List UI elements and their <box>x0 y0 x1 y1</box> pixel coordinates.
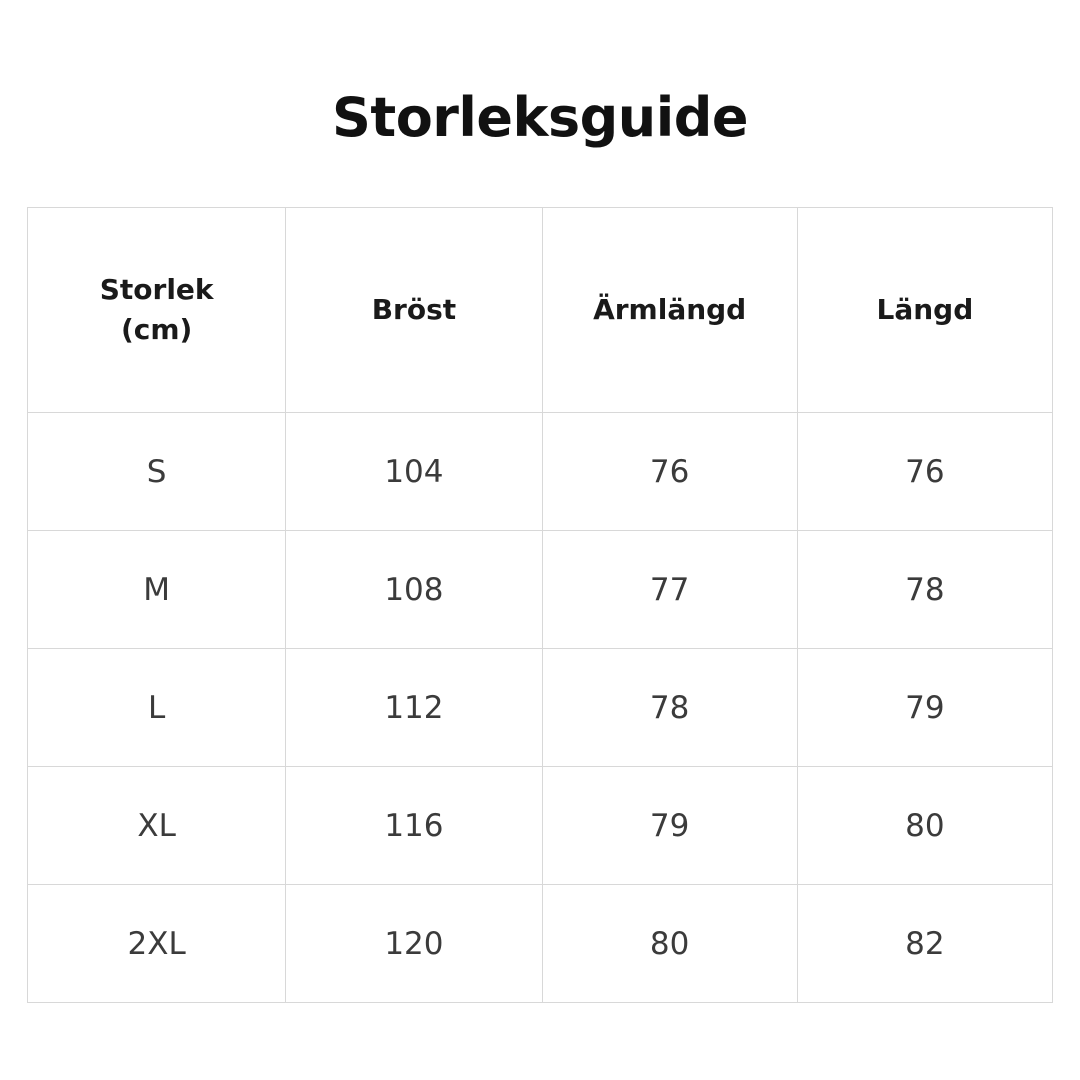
table-header-row <box>28 208 1053 413</box>
cell-size: XL <box>28 767 286 885</box>
cell-size: L <box>28 649 286 767</box>
column-header-size-line1: Storlek <box>99 272 214 306</box>
page-title: Storleksguide <box>331 86 748 149</box>
column-header-length <box>797 208 1052 413</box>
table-row <box>28 885 1053 1003</box>
column-header-chest <box>286 208 542 413</box>
cell-sleeve-length: 76 <box>542 413 797 531</box>
cell-size: 2XL <box>28 885 286 1003</box>
cell-size: M <box>28 531 286 649</box>
column-header-length-label: Längd <box>876 293 974 327</box>
cell-chest: 120 <box>286 885 542 1003</box>
table-header <box>28 208 1053 413</box>
size-table-wrapper <box>27 207 1053 1003</box>
cell-sleeve-length: 79 <box>542 767 797 885</box>
column-header-chest-label: Bröst <box>371 293 457 327</box>
table-row <box>28 767 1053 885</box>
cell-chest: 104 <box>286 413 542 531</box>
column-header-size <box>28 208 286 413</box>
table-body <box>28 413 1053 1003</box>
column-header-size-line2: (cm) <box>120 313 193 347</box>
cell-sleeve-length: 78 <box>542 649 797 767</box>
table-row <box>28 531 1053 649</box>
cell-length: 76 <box>797 413 1052 531</box>
cell-chest: 112 <box>286 649 542 767</box>
cell-size: S <box>28 413 286 531</box>
cell-length: 82 <box>797 885 1052 1003</box>
size-guide-table <box>27 207 1053 1003</box>
cell-length: 80 <box>797 767 1052 885</box>
column-header-sleeve-length <box>542 208 797 413</box>
column-header-sleeve-length-label: Ärmlängd <box>593 293 747 327</box>
cell-length: 79 <box>797 649 1052 767</box>
cell-sleeve-length: 80 <box>542 885 797 1003</box>
cell-chest: 108 <box>286 531 542 649</box>
table-row <box>28 413 1053 531</box>
cell-length: 78 <box>797 531 1052 649</box>
table-row <box>28 649 1053 767</box>
cell-chest: 116 <box>286 767 542 885</box>
cell-sleeve-length: 77 <box>542 531 797 649</box>
